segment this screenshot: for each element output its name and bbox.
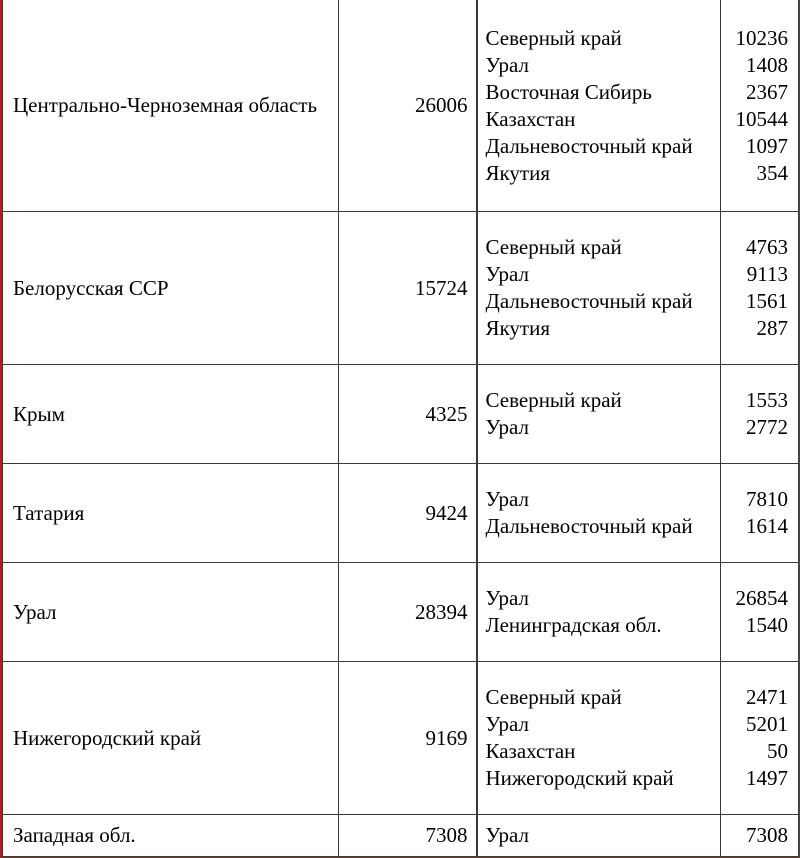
- destination-name: Урал: [485, 487, 530, 511]
- destinations-cell: [477, 365, 721, 464]
- destinations-cell: [477, 563, 721, 662]
- region-name: Нижегородский край: [13, 725, 202, 750]
- counts-cell: [721, 464, 799, 563]
- total-cell: [339, 662, 477, 815]
- destination-name: Нижегородский край: [485, 766, 674, 790]
- counts-cell: [721, 662, 799, 815]
- destination-name: Дальневосточный край: [485, 133, 693, 158]
- total-cell: [339, 464, 477, 563]
- destination-name: Якутия: [485, 316, 550, 340]
- destination-count: 2367: [746, 79, 788, 104]
- destination-name: Дальневосточный край: [485, 289, 693, 313]
- table-row: [3, 662, 799, 815]
- region-cell: [3, 365, 339, 464]
- destination-name: Северный край: [485, 25, 622, 50]
- region-name: Урал: [13, 599, 57, 624]
- region-cell: [3, 464, 339, 563]
- destination-name: Северный край: [485, 235, 622, 259]
- region-cell: [3, 212, 339, 365]
- destination-name: Казахстан: [485, 739, 576, 763]
- deportation-table: [2, 0, 799, 857]
- destination-count: 10236: [735, 25, 788, 50]
- total-cell: [339, 563, 477, 662]
- region-total: 9424: [425, 500, 468, 525]
- destination-name: Восточная Сибирь: [485, 79, 652, 104]
- destination-name: Северный край: [485, 388, 622, 412]
- total-cell: [339, 0, 477, 212]
- total-cell: [339, 815, 477, 857]
- destination-count: 5201: [746, 712, 788, 736]
- destination-count: 7308: [746, 823, 788, 847]
- region-name: Крым: [13, 401, 65, 426]
- destinations-cell: [477, 815, 721, 857]
- counts-cell: [721, 563, 799, 662]
- destination-count: 10544: [735, 106, 788, 131]
- region-total: 4325: [425, 401, 468, 426]
- destination-count: 1553: [746, 388, 788, 412]
- region-cell: [3, 0, 339, 212]
- region-total: 28394: [415, 599, 468, 624]
- counts-cell: [721, 365, 799, 464]
- counts-cell: [721, 815, 799, 857]
- destination-count: 4763: [746, 235, 788, 259]
- destination-count: 1540: [746, 613, 788, 637]
- destination-name: Дальневосточный край: [485, 514, 693, 538]
- destination-name: Ленинградская обл.: [485, 613, 662, 637]
- total-cell: [339, 212, 477, 365]
- destination-count: 1561: [746, 289, 788, 313]
- counts-cell: [721, 212, 799, 365]
- table-row: [3, 464, 799, 563]
- destination-count: 2772: [746, 415, 788, 439]
- destination-count: 1497: [746, 766, 788, 790]
- destination-count: 50: [767, 739, 788, 763]
- destination-name: Урал: [485, 823, 530, 847]
- destination-name: Урал: [485, 586, 530, 610]
- destination-name: Урал: [485, 52, 530, 77]
- destination-name: Урал: [485, 712, 530, 736]
- destinations-cell: [477, 0, 721, 212]
- destinations-cell: [477, 662, 721, 815]
- region-total: 26006: [415, 93, 468, 117]
- table-row: [3, 563, 799, 662]
- destination-count: 1614: [746, 514, 788, 538]
- counts-cell: [721, 0, 799, 212]
- destination-count: 2471: [746, 685, 788, 709]
- total-cell: [339, 365, 477, 464]
- region-total: 9169: [425, 725, 468, 750]
- table-row: [3, 212, 799, 365]
- destination-count: 1097: [746, 133, 788, 158]
- destinations-cell: [477, 464, 721, 563]
- destination-name: Урал: [485, 415, 530, 439]
- destination-count: 7810: [746, 487, 788, 511]
- region-cell: [3, 563, 339, 662]
- region-name: Центрально-Черноземная область: [13, 93, 318, 117]
- region-name: Татария: [13, 500, 85, 525]
- region-total: 15724: [415, 275, 468, 300]
- table-row: [3, 0, 799, 212]
- destinations-cell: [477, 212, 721, 365]
- destination-count: 26854: [735, 586, 788, 610]
- destination-count: 1408: [746, 52, 788, 77]
- destination-count: 287: [756, 316, 788, 340]
- destination-count: 354: [756, 160, 788, 185]
- destination-name: Якутия: [485, 160, 550, 185]
- destination-name: Урал: [485, 262, 530, 286]
- destination-name: Северный край: [485, 685, 622, 709]
- region-cell: [3, 815, 339, 857]
- destination-name: Казахстан: [485, 106, 576, 131]
- region-cell: [3, 662, 339, 815]
- region-name: Белорусская ССР: [13, 275, 169, 300]
- region-total: 7308: [425, 823, 468, 847]
- destination-count: 9113: [746, 262, 788, 286]
- table-row: [3, 815, 799, 857]
- table-row: [3, 365, 799, 464]
- region-name: Западная обл.: [13, 823, 136, 847]
